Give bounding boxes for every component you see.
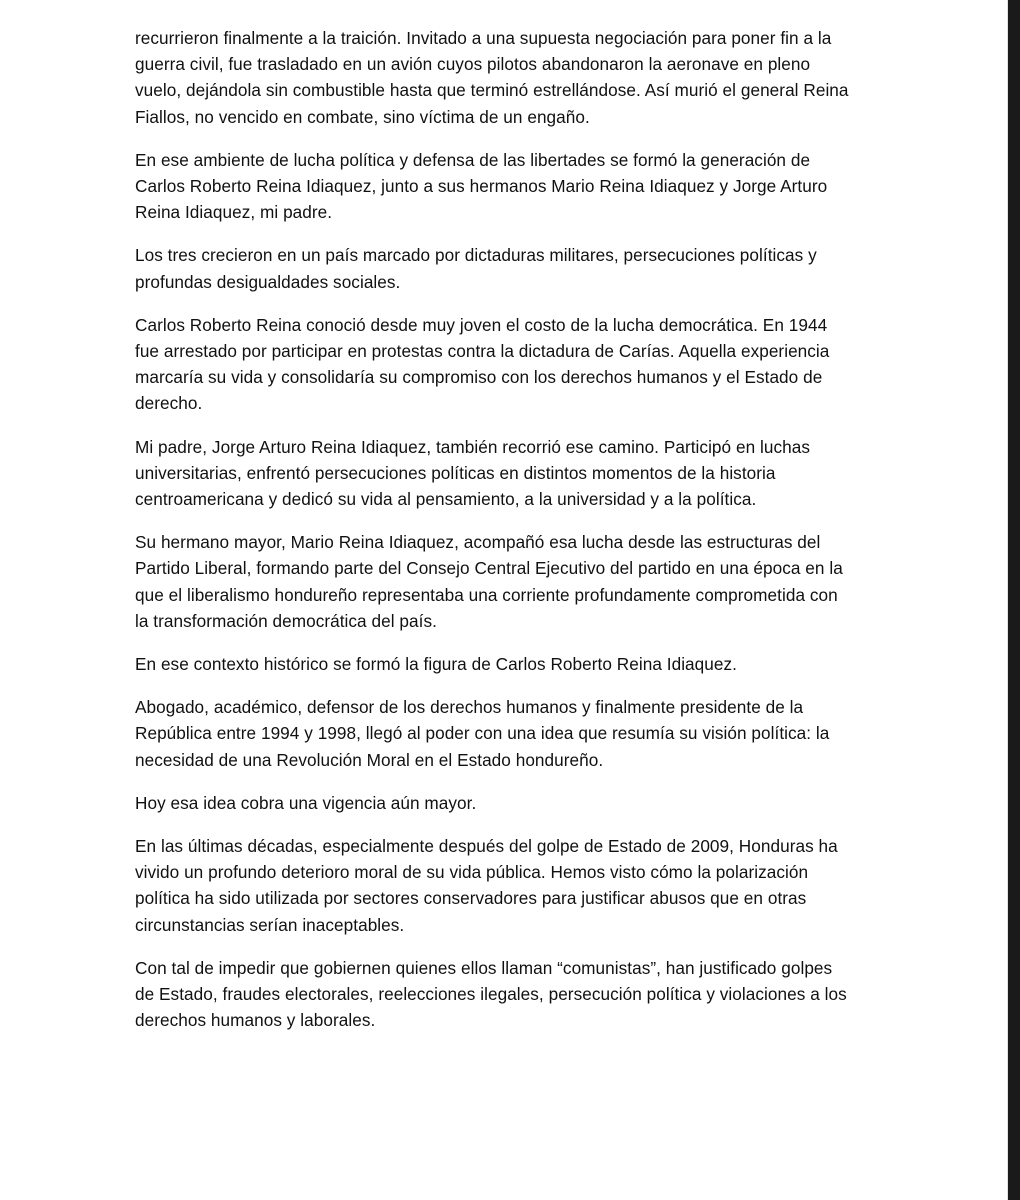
text-line: derecho. xyxy=(135,393,203,414)
text-line: profundas desigualdades sociales. xyxy=(135,271,401,292)
paragraph xyxy=(135,694,887,773)
text-line: circunstancias serían inaceptables. xyxy=(135,914,405,935)
paragraph xyxy=(135,25,887,130)
text-line: necesidad de una Revolución Moral en el Estado hondureño. xyxy=(135,749,604,770)
text-line: fue arrestado por participar en protestas contra la dictadura de Carías. Aquella experiencia xyxy=(135,341,830,362)
text-line: Carlos Roberto Reina conoció desde muy joven el costo de la lucha democrática. En 1944 xyxy=(135,314,828,335)
text-line: Su hermano mayor, Mario Reina Idiaquez, acompañó esa lucha desde las estructuras del xyxy=(135,532,821,553)
text-line: En las últimas décadas, especialmente después del golpe de Estado de 2009, Honduras ha xyxy=(135,836,838,857)
text-line: vuelo, dejándola sin combustible hasta que terminó estrellándose. Así murió el general Reina xyxy=(135,80,849,101)
paragraph xyxy=(135,529,887,634)
paragraph xyxy=(135,434,887,513)
paragraph xyxy=(135,242,887,294)
text-line: guerra civil, fue trasladado en un avión cuyos pilotos abandonaron la aeronave en pleno xyxy=(135,54,811,75)
text-line: Carlos Roberto Reina Idiaquez, junto a sus hermanos Mario Reina Idiaquez y Jorge Arturo xyxy=(135,176,828,197)
text-line: de Estado, fraudes electorales, reelecciones ilegales, persecución política y violaciones a los xyxy=(135,984,847,1005)
text-line: Fiallos, no vencido en combate, sino víctima de un engaño. xyxy=(135,106,590,127)
text-line: Abogado, académico, defensor de los derechos humanos y finalmente presidente de la xyxy=(135,697,804,718)
text-line: Los tres crecieron en un país marcado por dictaduras militares, persecuciones políticas y xyxy=(135,245,817,266)
paragraph xyxy=(135,955,887,1034)
text-line: universitarias, enfrentó persecuciones políticas en distintos momentos de la historia xyxy=(135,462,776,483)
paragraph xyxy=(135,790,887,816)
paragraph xyxy=(135,312,887,417)
text-line: recurrieron finalmente a la traición. Invitado a una supuesta negociación para poner fin a la xyxy=(135,28,832,48)
text-line: En ese ambiente de lucha política y defensa de las libertades se formó la generación de xyxy=(135,149,811,170)
text-line: Con tal de impedir que gobiernen quienes ellos llaman “comunistas”, han justificado golpes xyxy=(135,957,833,978)
text-line: centroamericana y dedicó su vida al pensamiento, a la universidad y a la política. xyxy=(135,489,757,510)
paragraph xyxy=(135,147,887,226)
text-line: República entre 1994 y 1998, llegó al poder con una idea que resumía su visión política: la xyxy=(135,723,830,744)
paragraph xyxy=(135,833,887,938)
text-line: política ha sido utilizada por sectores conservadores para justificar abusos que en otras xyxy=(135,888,807,909)
text-line: Mi padre, Jorge Arturo Reina Idiaquez, también recorrió ese camino. Participó en luchas xyxy=(135,436,811,457)
text-line: Reina Idiaquez, mi padre. xyxy=(135,202,333,223)
text-line: En ese contexto histórico se formó la figura de Carlos Roberto Reina Idiaquez. xyxy=(135,654,737,675)
text-line: derechos humanos y laborales. xyxy=(135,1010,376,1031)
document-body xyxy=(135,25,887,1051)
text-line: Partido Liberal, formando parte del Consejo Central Ejecutivo del partido en una época en la xyxy=(135,558,843,579)
scrollbar[interactable] xyxy=(1008,0,1020,1200)
text-line: vivido un profundo deterioro moral de su vida pública. Hemos visto cómo la polarización xyxy=(135,862,809,883)
paragraph xyxy=(135,651,887,677)
text-line: Hoy esa idea cobra una vigencia aún mayor. xyxy=(135,792,477,813)
text-line: la transformación democrática del país. xyxy=(135,610,437,631)
text-line: marcaría su vida y consolidaría su compromiso con los derechos humanos y el Estado de xyxy=(135,367,823,388)
text-line: que el liberalismo hondureño representaba una corriente profundamente comprometida con xyxy=(135,584,838,605)
